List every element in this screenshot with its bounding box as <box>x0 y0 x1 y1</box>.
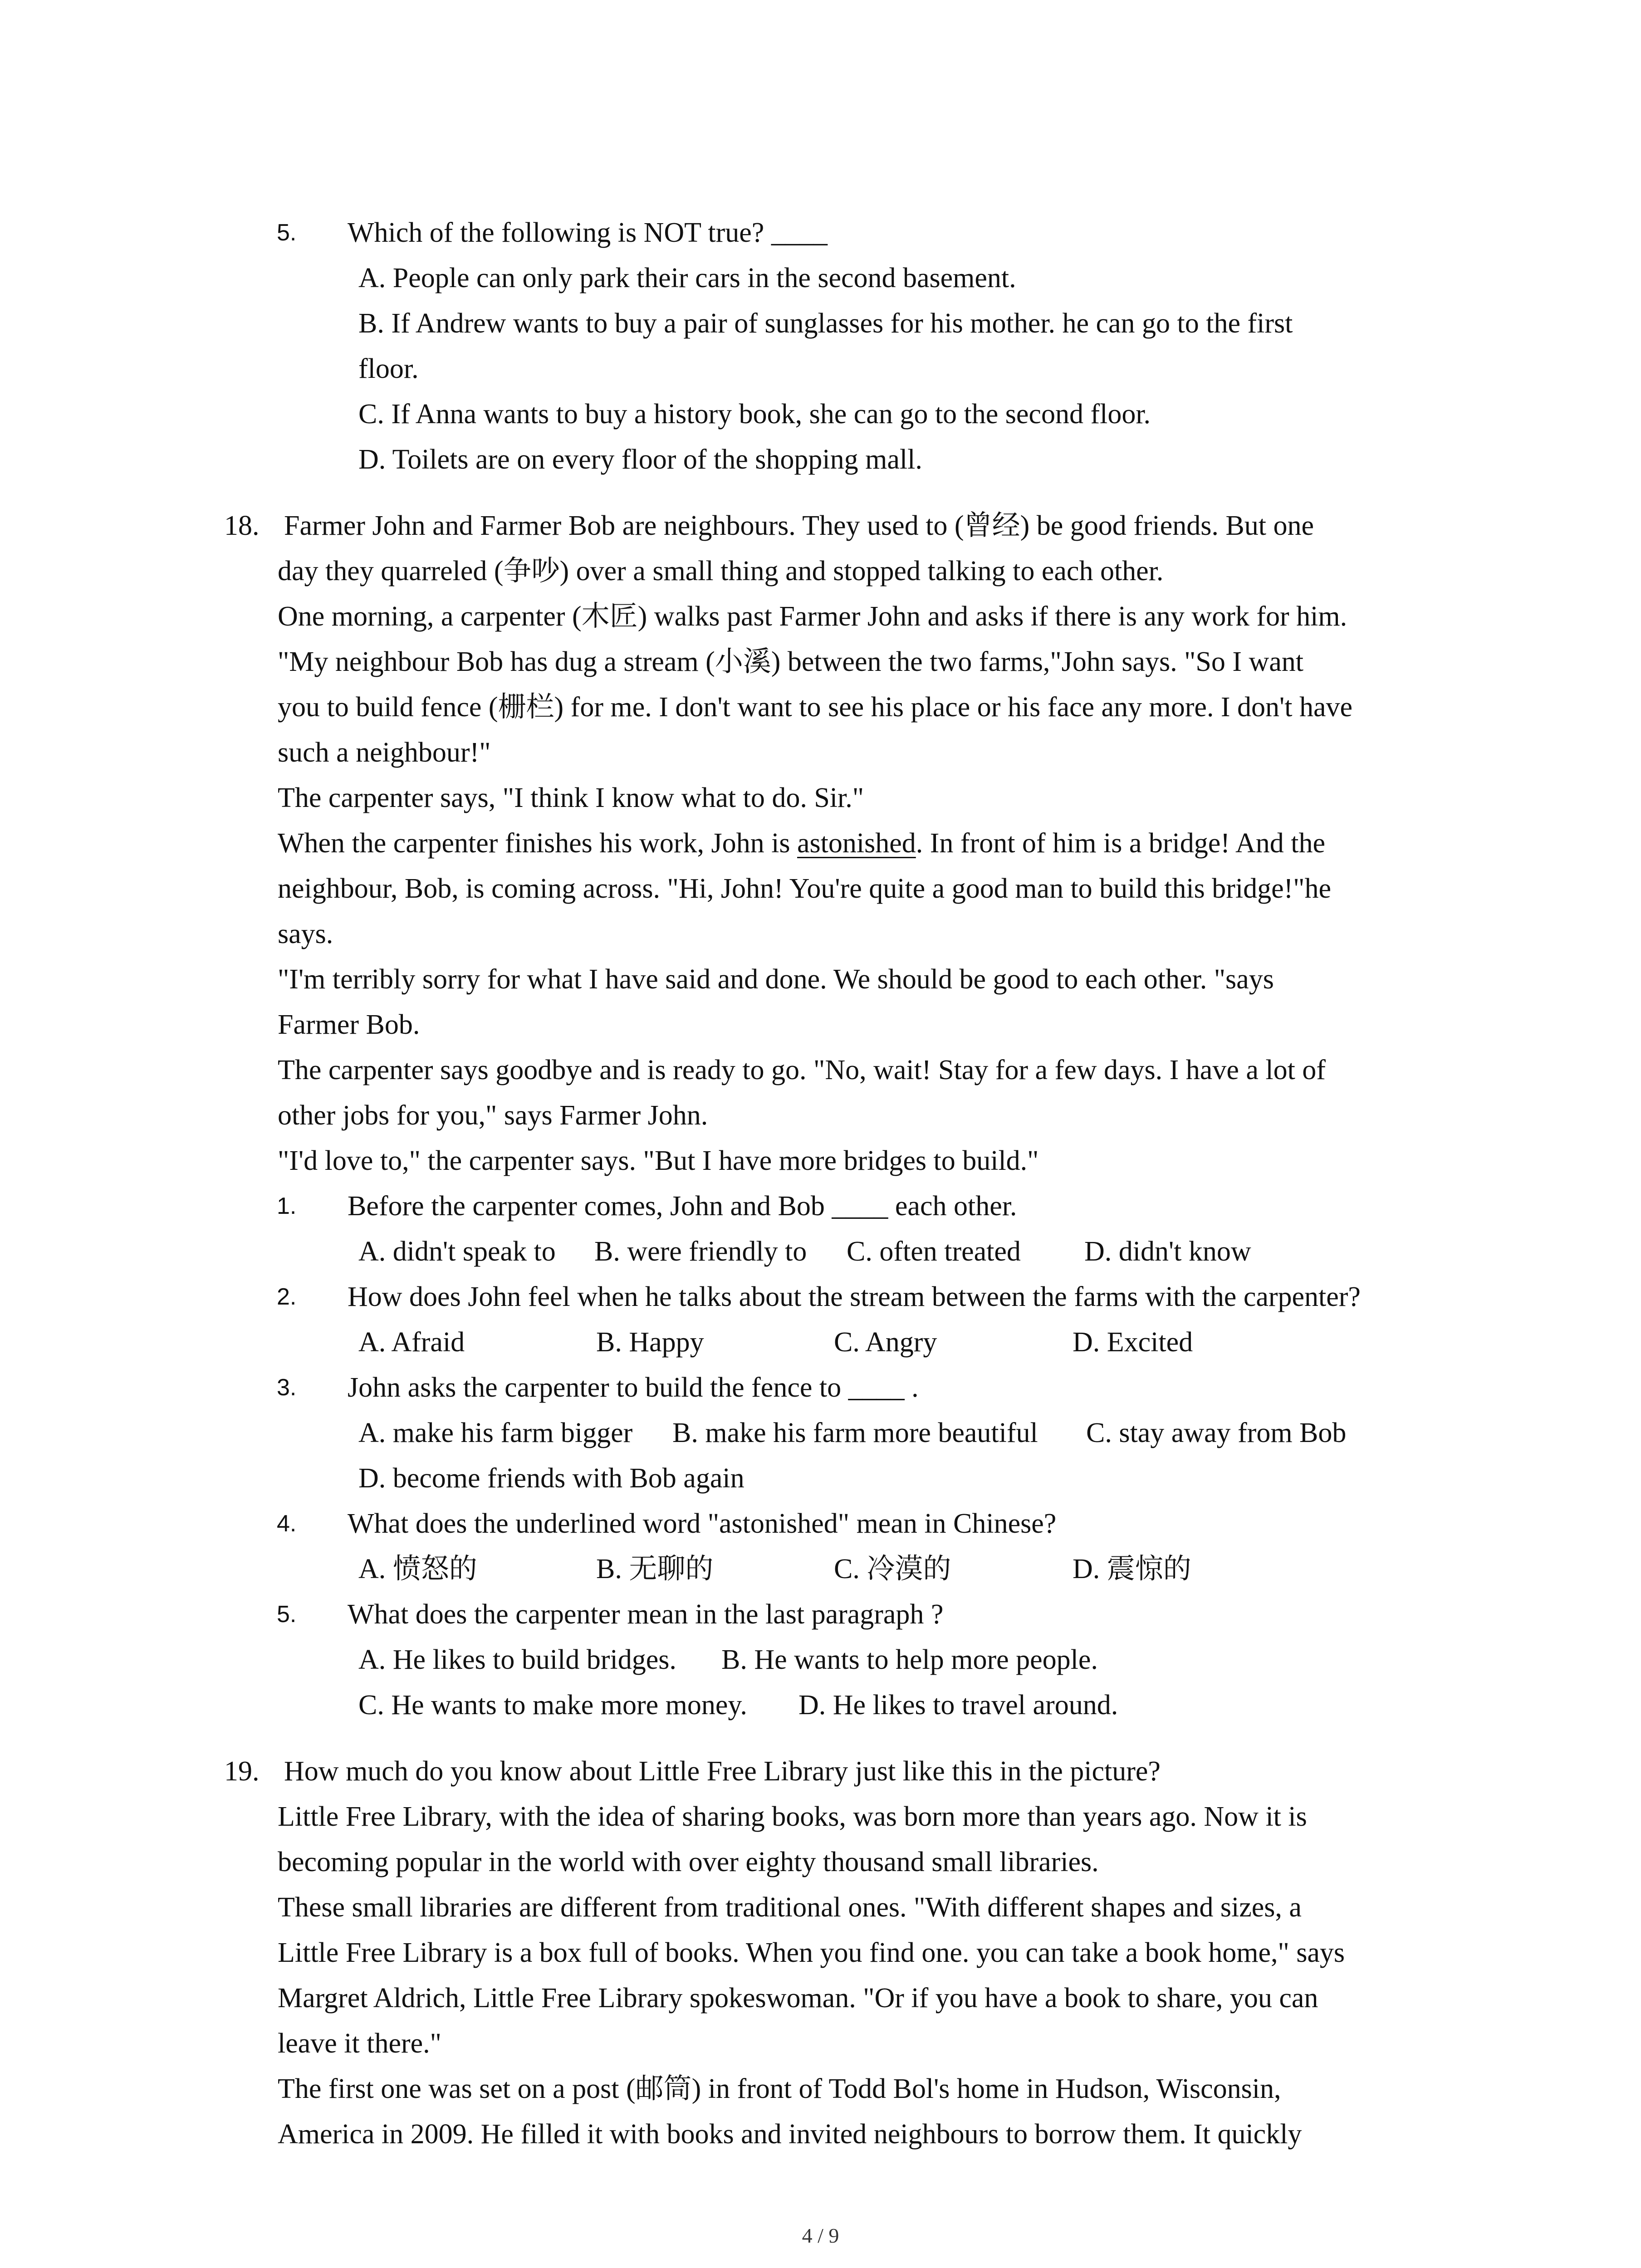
question-number-18: 18. <box>224 510 260 541</box>
text-segment: . In front of him is a bridge! And the <box>916 828 1326 859</box>
passage-line: The carpenter says goodbye and is ready to go. "No, wait! Stay for a few days. I have a lot of <box>278 1055 1326 1085</box>
passage-line: "I'm terribly sorry for what I have said and done. We should be good to each other. "says <box>278 964 1274 995</box>
passage-line: The first one was set on a post (邮筒) in front of Todd Bol's home in Hudson, Wisconsin, <box>278 2073 1281 2104</box>
option-d: D. become friends with Bob again <box>358 1463 745 1494</box>
question-stem: Which of the following is NOT true? ____ <box>348 217 828 248</box>
passage-line: you to build fence (栅栏) for me. I don't want to see his place or his face any more. I don't have <box>278 692 1352 723</box>
passage-line: "I'd love to," the carpenter says. "But I have more bridges to build." <box>278 1145 1039 1176</box>
question-number: 5. <box>277 1601 297 1628</box>
passage-line: neighbour, Bob, is coming across. "Hi, John! You're quite a good man to build this bridge!"he <box>278 873 1332 904</box>
passage-line: Little Free Library is a box full of books. When you find one. you can take a book home," says <box>278 1937 1345 1968</box>
passage-line: America in 2009. He filled it with books and invited neighbours to borrow them. It quickly <box>278 2119 1302 2150</box>
option-a: A. make his farm bigger <box>358 1418 633 1448</box>
passage-line: leave it there." <box>278 2028 441 2059</box>
passage-line-astonished <box>278 823 1325 864</box>
option-line: C. If Anna wants to buy a history book, she can go to the second floor. <box>358 399 1151 430</box>
passage-line: One morning, a carpenter (木匠) walks past Farmer John and asks if there is any work for him. <box>278 601 1347 632</box>
passage-line: other jobs for you," says Farmer John. <box>278 1100 708 1131</box>
option-a: A. 愤怒的 <box>358 1554 477 1584</box>
option-d: D. Excited <box>1073 1327 1193 1358</box>
option-c: C. 冷漠的 <box>834 1554 951 1584</box>
option-c: C. He wants to make more money. <box>358 1690 747 1721</box>
option-d: D. 震惊的 <box>1073 1554 1191 1584</box>
option-b: B. make his farm more beautiful <box>672 1418 1038 1448</box>
question-number: 5. <box>277 220 297 246</box>
passage-line: such a neighbour!" <box>278 737 491 768</box>
option-c: C. often treated <box>847 1236 1021 1267</box>
question-number-19: 19. <box>224 1756 260 1787</box>
passage-line: Farmer John and Farmer Bob are neighbours. They used to (曾经) be good friends. But one <box>284 510 1314 541</box>
question-number: 2. <box>277 1284 297 1310</box>
question-stem: John asks the carpenter to build the fence to ____ . <box>348 1372 919 1403</box>
option-line: A. People can only park their cars in the second basement. <box>358 263 1016 293</box>
option-a: A. He likes to build bridges. <box>358 1644 676 1675</box>
question-number: 3. <box>277 1374 297 1401</box>
passage-line: How much do you know about Little Free Library just like this in the picture? <box>284 1756 1161 1787</box>
option-a: A. didn't speak to <box>358 1236 556 1267</box>
option-b: B. Happy <box>596 1327 704 1358</box>
question-number: 1. <box>277 1193 297 1219</box>
passage-line: The carpenter says, "I think I know what to do. Sir." <box>278 782 864 813</box>
option-line: D. Toilets are on every floor of the shopping mall. <box>358 444 922 475</box>
option-d: D. He likes to travel around. <box>798 1690 1118 1721</box>
option-a: A. Afraid <box>358 1327 465 1358</box>
question-number: 4. <box>277 1510 297 1537</box>
page-number: 4 / 9 <box>802 2224 839 2247</box>
option-c: C. stay away from Bob <box>1086 1418 1347 1448</box>
passage-line: becoming popular in the world with over eighty thousand small libraries. <box>278 1847 1099 1877</box>
passage-line: says. <box>278 919 333 949</box>
option-b: B. He wants to help more people. <box>721 1644 1098 1675</box>
text-segment: When the carpenter finishes his work, John is <box>278 828 798 859</box>
question-stem: How does John feel when he talks about the stream between the farms with the carpenter? <box>348 1281 1361 1312</box>
passage-line: Little Free Library, with the idea of sharing books, was born more than years ago. Now it is <box>278 1801 1307 1832</box>
passage-line: Farmer Bob. <box>278 1009 420 1040</box>
underlined-word: astonished <box>797 828 916 859</box>
option-line: B. If Andrew wants to buy a pair of sunglasses for his mother. he can go to the first <box>358 308 1293 339</box>
passage-line: "My neighbour Bob has dug a stream (小溪) between the two farms,"John says. "So I want <box>278 646 1304 677</box>
question-stem: What does the underlined word "astonished" mean in Chinese? <box>348 1508 1057 1539</box>
passage-line: day they quarreled (争吵) over a small thing and stopped talking to each other. <box>278 556 1164 587</box>
option-d: D. didn't know <box>1084 1236 1251 1267</box>
passage-line: These small libraries are different from traditional ones. "With different shapes and sizes, a <box>278 1892 1302 1923</box>
passage-line: Margret Aldrich, Little Free Library spokeswoman. "Or if you have a book to share, you can <box>278 1983 1318 2014</box>
option-b: B. were friendly to <box>594 1236 807 1267</box>
option-c: C. Angry <box>834 1327 937 1358</box>
question-stem: Before the carpenter comes, John and Bob ____ each other. <box>348 1191 1017 1222</box>
question-stem: What does the carpenter mean in the last paragraph ? <box>348 1599 944 1630</box>
option-line: floor. <box>358 353 419 384</box>
option-b: B. 无聊的 <box>596 1554 714 1584</box>
